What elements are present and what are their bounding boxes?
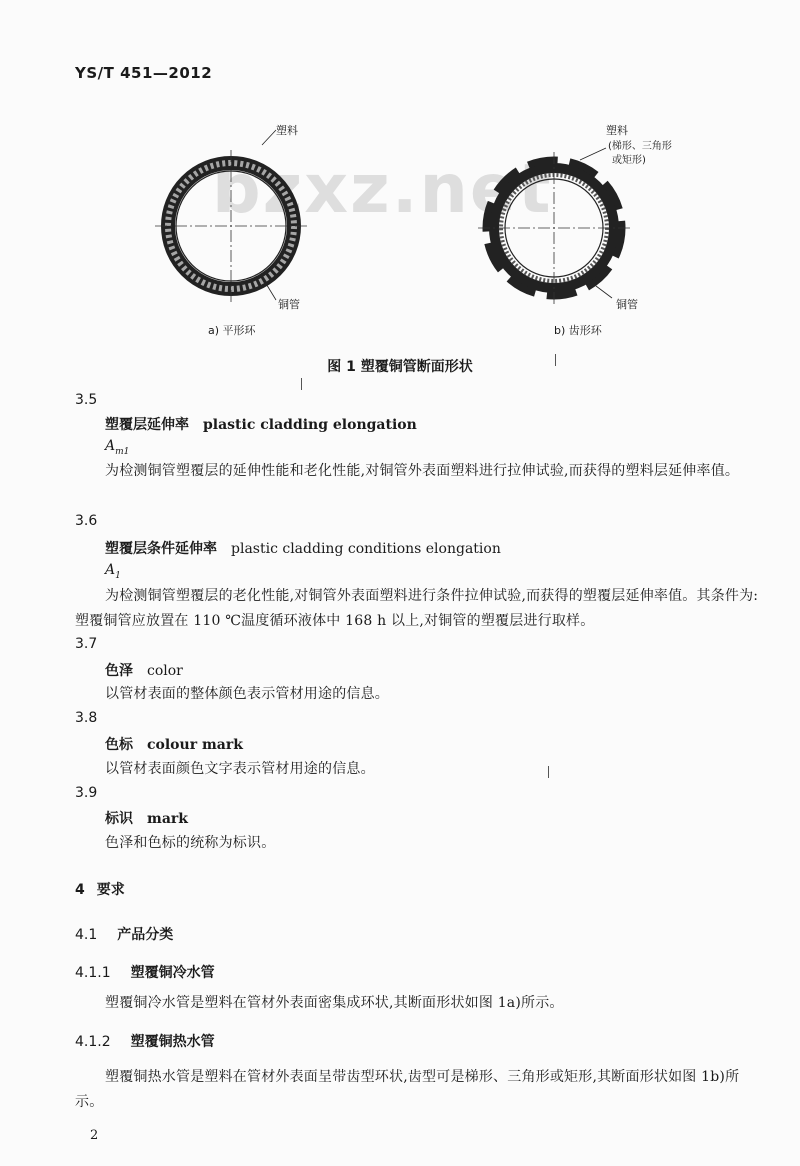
section-3-8-term <box>105 734 243 754</box>
section-3-5-definition: 为检测铜管塑覆层的延伸性能和老化性能,对铜管外表面塑料进行拉伸试验,而获得的塑料层延伸率值。 <box>105 463 740 479</box>
section-3-8-definition: 以管材表面颜色文字表示管材用途的信息。 <box>105 761 375 777</box>
figure-a-label: a) 平形环 <box>208 324 256 337</box>
term-cn: 塑覆层延伸率 <box>105 417 189 433</box>
page-number: 2 <box>90 1128 99 1143</box>
figure-caption: 图 1 塑覆铜管断面形状 <box>327 359 473 375</box>
symbol-letter: A <box>105 438 116 454</box>
figure-b-shape-note-2: 或矩形) <box>612 155 646 166</box>
section-number: 4.1.1 <box>75 965 111 981</box>
term-en: mark <box>147 811 188 827</box>
scan-mark <box>548 766 549 778</box>
section-3-9-definition: 色泽和色标的统称为标识。 <box>105 835 276 851</box>
section-3-6-term <box>105 538 501 558</box>
section-4-heading <box>75 879 125 899</box>
figure-1-cross-sections <box>0 0 800 350</box>
figure-b-plastic-callout: 塑料 <box>606 124 628 137</box>
standard-code-header: YS/T 451—2012 <box>75 64 213 82</box>
scan-mark <box>555 354 556 366</box>
scan-mark <box>301 378 302 390</box>
section-number: 4 <box>75 882 85 898</box>
term-en: colour mark <box>147 737 243 753</box>
section-number: 4.1 <box>75 927 98 943</box>
figure-b-toothed-ring <box>478 148 630 304</box>
section-number: 4.1.2 <box>75 1034 111 1050</box>
section-3-7-definition: 以管材表面的整体颜色表示管材用途的信息。 <box>105 686 389 702</box>
section-3-6-definition: 为检测铜管塑覆层的老化性能,对铜管外表面塑料进行条件拉伸试验,而获得的塑覆层延伸率值。其条件为:塑覆铜管应放置在 110 ℃温度循环液体中 168 h 以上,对铜管的塑覆层进行取样。 <box>75 588 759 629</box>
section-3-5-term <box>105 414 417 434</box>
term-en: color <box>147 663 183 679</box>
term-cn: 塑覆层条件延伸率 <box>105 541 217 557</box>
term-cn: 色标 <box>105 737 133 753</box>
section-title: 塑覆铜冷水管 <box>130 965 215 981</box>
section-4-1-2-heading <box>75 1031 215 1051</box>
symbol-subscript: 1 <box>115 570 121 581</box>
figure-b-label: b) 齿形环 <box>554 324 602 337</box>
symbol-letter: A <box>105 562 116 578</box>
term-en: plastic cladding conditions elongation <box>231 541 501 557</box>
section-4-1-2-text: 塑覆铜热水管是塑料在管材外表面呈带齿型环状,齿型可是梯形、三角形或矩形,其断面形状如图 1b)所示。 <box>75 1069 740 1110</box>
section-3-9-number: 3.9 <box>75 785 98 801</box>
symbol-subscript: m1 <box>115 446 130 457</box>
section-3-5-symbol <box>105 438 129 457</box>
figure-b-shape-note: (梯形、三角形 <box>608 141 672 152</box>
section-3-9-term <box>105 808 188 828</box>
section-3-8-number: 3.8 <box>75 710 98 726</box>
section-4-1-heading <box>75 924 173 944</box>
section-title: 要求 <box>96 882 125 898</box>
figure-a-copper-callout: 铜管 <box>278 298 300 311</box>
figure-a-flat-ring <box>155 130 307 302</box>
term-cn: 标识 <box>105 811 133 827</box>
section-4-1-1-text: 塑覆铜冷水管是塑料在管材外表面密集成环状,其断面形状如图 1a)所示。 <box>105 995 564 1011</box>
term-en: plastic cladding elongation <box>203 417 417 433</box>
term-cn: 色泽 <box>105 663 133 679</box>
section-4-1-1-heading <box>75 962 215 982</box>
section-title: 塑覆铜热水管 <box>130 1034 215 1050</box>
watermark: bzxz.net <box>212 150 553 229</box>
figure-a-plastic-callout: 塑料 <box>276 124 298 137</box>
section-3-5-number: 3.5 <box>75 392 98 408</box>
section-3-7-term <box>105 660 183 680</box>
section-title: 产品分类 <box>117 927 174 943</box>
figure-b-copper-callout: 铜管 <box>616 298 638 311</box>
section-3-6-symbol <box>105 562 121 581</box>
section-3-7-number: 3.7 <box>75 636 98 652</box>
section-3-6-number: 3.6 <box>75 513 98 529</box>
